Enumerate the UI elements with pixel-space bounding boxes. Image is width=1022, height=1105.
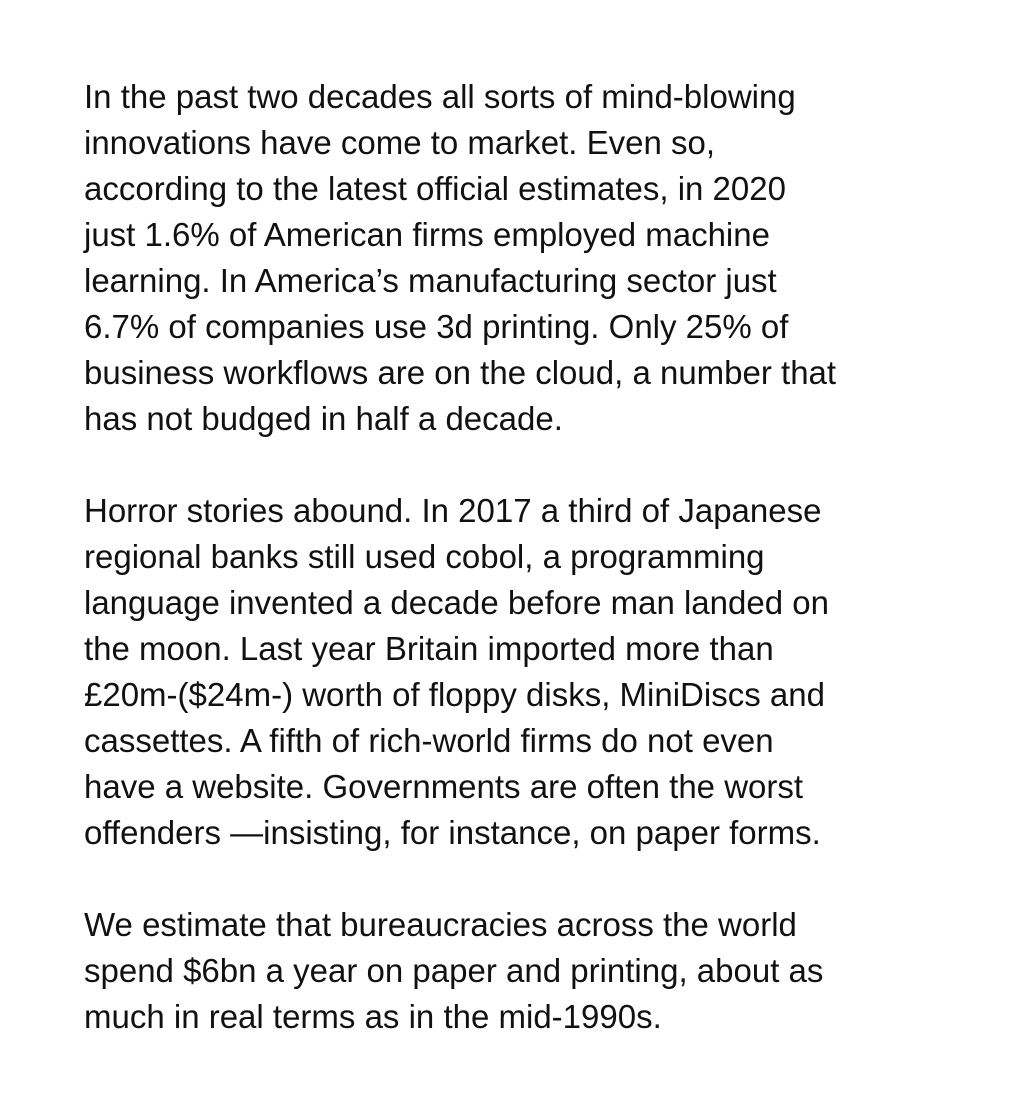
paragraph-line: Horror stories abound. In 2017 a third of Japanese [84,492,822,529]
paragraph-line: cassettes. A fifth of rich-world firms do not even [84,722,774,759]
paragraph-line: learning. In America’s manufacturing sector just [84,262,777,299]
paragraph-line: the moon. Last year Britain imported more than [84,630,774,667]
paragraph-line: We estimate that bureaucracies across the world [84,906,797,943]
paragraph-line: £20m-($24m-) worth of floppy disks, MiniDiscs and [84,676,825,713]
paragraph-line: 6.7% of companies use 3d printing. Only 25% of [84,308,789,345]
paragraph-line: language invented a decade before man landed on [84,584,829,621]
article-body [84,74,984,1040]
paragraph-3 [84,902,984,1040]
paragraph-line: In the past two decades all sorts of mind-blowing [84,78,796,115]
paragraph-line: according to the latest official estimates, in 2020 [84,170,786,207]
paragraph-line: much in real terms as in the mid-1990s. [84,998,662,1035]
paragraph-line: innovations have come to market. Even so, [84,124,715,161]
paragraph-line: regional banks still used cobol, a programming [84,538,765,575]
paragraph-line: spend $6bn a year on paper and printing, about as [84,952,824,989]
paragraph-line: business workflows are on the cloud, a number that [84,354,837,391]
paragraph-1 [84,74,984,442]
paragraph-line: has not budged in half a decade. [84,400,563,437]
paragraph-line: offenders —insisting, for instance, on paper forms. [84,814,821,851]
paragraph-line: have a website. Governments are often the worst [84,768,804,805]
paragraph-line: just 1.6% of American firms employed machine [84,216,770,253]
paragraph-2 [84,488,984,856]
